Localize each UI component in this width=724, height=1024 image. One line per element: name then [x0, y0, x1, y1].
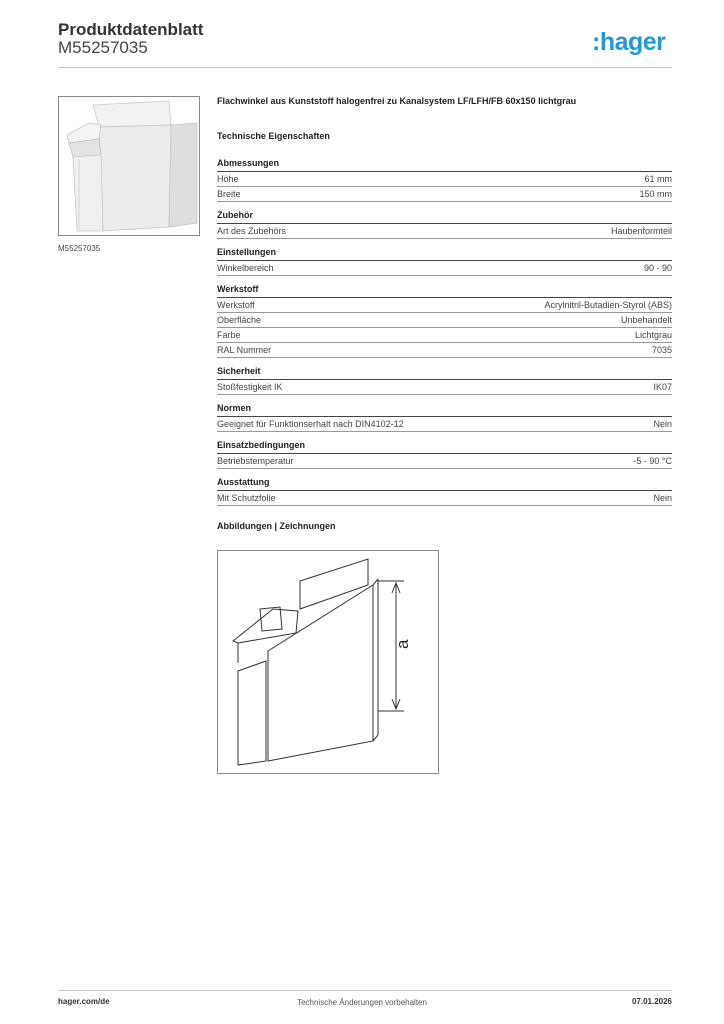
footer-divider [58, 990, 672, 991]
section-title: Ausstattung [217, 475, 672, 491]
spec-value: Nein [653, 419, 672, 429]
spec-value: Nein [653, 493, 672, 503]
footer-notice: Technische Änderungen vorbehalten [297, 998, 427, 1007]
spec-row [217, 187, 672, 202]
footer-website[interactable]: hager.com/de [58, 997, 110, 1006]
product-photo-image [59, 97, 199, 235]
spec-row [217, 261, 672, 276]
spec-sections [217, 156, 672, 506]
page-title: Produktdatenblatt [58, 20, 204, 39]
spec-value: IK07 [653, 382, 672, 392]
spec-section [217, 401, 672, 432]
spec-value: Lichtgrau [634, 330, 672, 340]
section-title: Einstellungen [217, 245, 672, 261]
spec-section [217, 475, 672, 506]
technical-drawing-image [218, 551, 438, 773]
spec-section [217, 438, 672, 469]
spec-section [217, 156, 672, 202]
dimension-label: a [393, 639, 412, 649]
section-title: Sicherheit [217, 364, 672, 380]
specifications [217, 96, 672, 532]
spec-value: 150 mm [639, 189, 672, 199]
hager-logo: :hager [592, 28, 666, 56]
spec-value: 61 mm [644, 174, 672, 184]
spec-value: Unbehandelt [620, 315, 672, 325]
section-title: Zubehör [217, 208, 672, 224]
spec-row [217, 454, 672, 469]
spec-value: Acrylnitril-Butadien-Styrol (ABS) [544, 300, 672, 310]
spec-label: RAL Nummer [217, 345, 272, 355]
spec-row [217, 491, 672, 506]
section-title: Einsatzbedingungen [217, 438, 672, 454]
spec-row [217, 380, 672, 395]
spec-section [217, 208, 672, 239]
technical-drawing [217, 550, 439, 774]
article-number: M55257035 [58, 38, 148, 57]
spec-row [217, 224, 672, 239]
product-description: Flachwinkel aus Kunststoff halogenfrei zu Kanalsystem LF/LFH/FB 60x150 lichtgrau [217, 96, 577, 106]
spec-value: Haubenformteil [610, 226, 672, 236]
spec-value: -5 - 90 °C [633, 456, 672, 466]
section-title: Abmessungen [217, 156, 672, 172]
images-heading: Abbildungen | Zeichnungen [217, 521, 336, 531]
spec-label: Höhe [217, 174, 239, 184]
spec-label: Oberfläche [217, 315, 262, 325]
spec-row [217, 328, 672, 343]
spec-row [217, 298, 672, 313]
section-title: Werkstoff [217, 282, 672, 298]
spec-label: Winkelbereich [217, 263, 274, 273]
spec-value: 7035 [651, 345, 672, 355]
spec-section [217, 364, 672, 395]
footer-date: 07.01.2026 [631, 997, 672, 1006]
spec-label: Mit Schutzfolie [217, 493, 276, 503]
section-title: Normen [217, 401, 672, 417]
spec-section [217, 282, 672, 358]
spec-label: Art des Zubehörs [217, 226, 287, 236]
spec-label: Betriebstemperatur [217, 456, 294, 466]
spec-value: 90 - 90 [643, 263, 672, 273]
header-divider [58, 67, 672, 68]
spec-section [217, 245, 672, 276]
spec-label: Stoßfestigkeit IK [217, 382, 283, 392]
spec-row [217, 417, 672, 432]
spec-row [217, 172, 672, 187]
tech-heading: Technische Eigenschaften [217, 131, 330, 141]
spec-label: Breite [217, 189, 241, 199]
photo-caption: M55257035 [58, 244, 101, 253]
spec-label: Werkstoff [217, 300, 255, 310]
spec-row [217, 313, 672, 328]
spec-row [217, 343, 672, 358]
product-photo [58, 96, 200, 236]
spec-label: Farbe [217, 330, 241, 340]
spec-label: Geeignet für Funktionserhalt nach DIN4102-12 [217, 419, 404, 429]
